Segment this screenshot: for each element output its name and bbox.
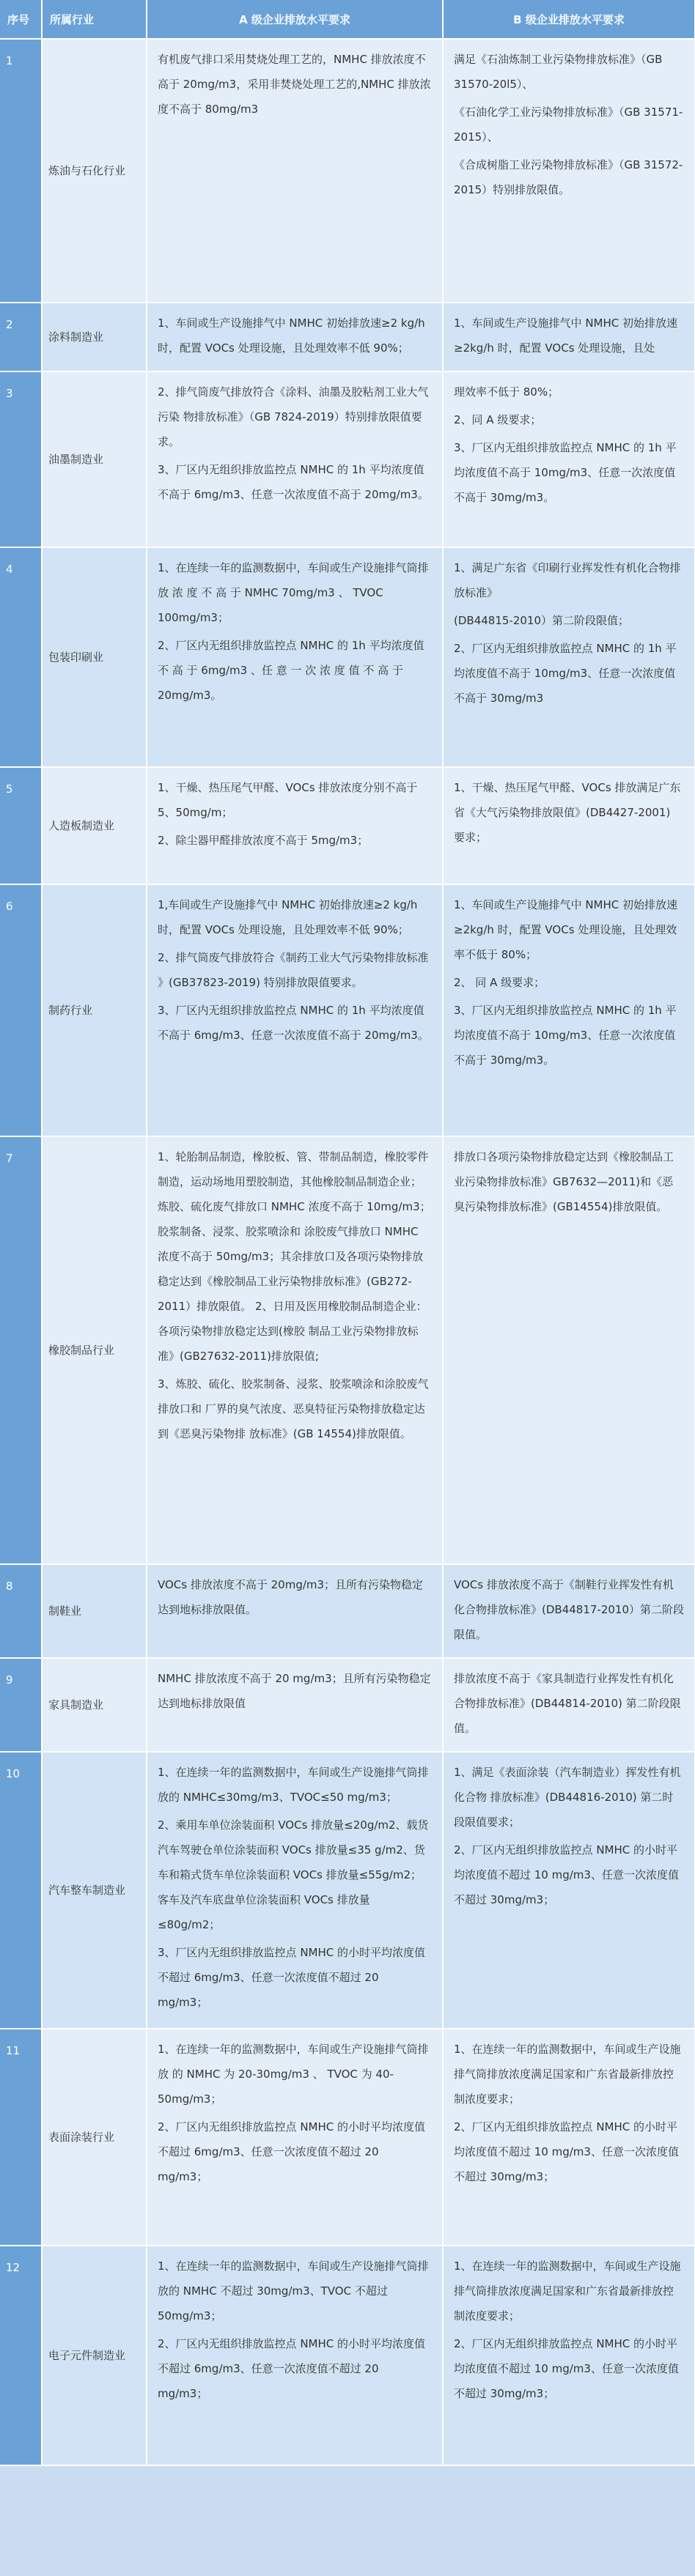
industry-name: 制药行业 [48, 1004, 93, 1017]
level-b-requirement [443, 767, 695, 884]
row-number: 5 [0, 767, 42, 884]
requirement-paragraph: 2、除尘器甲醛排放浓度不高于 5mg/m3； [158, 834, 369, 847]
industry-cell [42, 1752, 147, 2029]
header-serial: 序号 [0, 0, 42, 39]
row-number: 6 [0, 884, 42, 1136]
industry-name: 橡胶制品行业 [48, 1344, 115, 1357]
requirement-paragraph: VOCs 排放浓度不高于《制鞋行业挥发性有机化合物排放标准》(DB44817-2010）第二阶段限值。 [454, 1578, 684, 1641]
header-row [0, 0, 695, 39]
industry-name: 表面涂装行业 [48, 2131, 115, 2144]
industry-name: 家具制造业 [48, 1698, 104, 1711]
industry-cell [42, 303, 147, 371]
requirement-paragraph: 1、车间或生产设施排气中 NMHC 初始排放速≥2kg/h 时，配置 VOCs 处理设施，且处理效率不低于 80%； [454, 898, 677, 961]
requirement-paragraph: 3、厂区内无组织排放监控点 NMHC 的 1h 平均浓度值不高于 6mg/m3、任意一次浓度值不高于 20mg/m3。 [158, 463, 429, 501]
table-row [0, 1658, 695, 1752]
table-row [0, 303, 695, 371]
requirement-paragraph: 3、厂区内无组织排放监控点 NMHC 的 1h 平均浓度值不高于 6mg/m3、任意一次浓度值不高于 20mg/m3。 [158, 1004, 429, 1042]
requirement-paragraph: 有机废气排口采用焚烧处理工艺的，NMHC 排放浓度不高于 20mg/m3，采用非焚烧处理工艺的,NMHC 排放浓度不高于 80mg/m3 [158, 53, 431, 116]
table-row [0, 39, 695, 303]
requirement-paragraph: 1、在连续一年的监测数据中，车间或生产设施排气筒排 放 浓 度 不 高 于 NMHC 70mg/m3 、 TVOC 100mg/m3； [158, 561, 429, 624]
requirement-paragraph: 3、厂区内无组织排放监控点 NMHC 的小时平均浓度值不超过 6mg/m3、任意一次浓度值不超过 20 mg/m3； [158, 1946, 425, 2009]
level-a-requirement [147, 1136, 443, 1564]
industry-name: 涂料制造业 [48, 330, 104, 344]
requirement-paragraph: 1、在连续一年的监测数据中，车间或生产设施排气筒排放的 NMHC≤30mg/m3、TVOC≤50 mg/m3； [158, 1766, 429, 1804]
requirement-paragraph: 2、 同 A 级要求； [454, 976, 545, 989]
requirement-paragraph: NMHC 排放浓度不高于 20 mg/m3；且所有污染物稳定达到地标排放限值 [158, 1672, 431, 1710]
row-number: 12 [0, 2246, 42, 2465]
level-a-requirement [147, 547, 443, 767]
table-row [0, 1752, 695, 2029]
industry-cell [42, 884, 147, 1136]
industry-name: 炼油与石化行业 [48, 164, 126, 177]
industry-cell [42, 1564, 147, 1658]
row-number: 2 [0, 303, 42, 371]
requirement-paragraph: 2、同 A 级要求； [454, 413, 542, 426]
level-a-requirement [147, 1752, 443, 2029]
requirement-paragraph: 3、厂区内无组织排放监控点 NMHC 的 1h 平均浓度值不高于 10mg/m3、任意一次浓度值不高于 30mg/m3。 [454, 1004, 677, 1067]
requirement-paragraph: 1、在连续一年的监测数据中，车间或生产设施排气筒排放的 NMHC 不超过 30mg/m3、TVOC 不超过 50mg/m3； [158, 2259, 429, 2323]
header-industry: 所属行业 [42, 0, 147, 39]
level-b-requirement [443, 2246, 695, 2465]
industry-cell [42, 1658, 147, 1752]
requirement-paragraph: 1、在连续一年的监测数据中，车间或生产设施排气筒排放浓度满足国家和广东省最新排放控制浓度要求； [454, 2259, 681, 2323]
requirement-paragraph: (DB44815-2010）第二阶段限值； [454, 614, 629, 627]
row-number: 3 [0, 371, 42, 547]
requirement-paragraph: 3、厂区内无组织排放监控点 NMHC 的 1h 平均浓度值不高于 10mg/m3、任意一次浓度值不高于 30mg/m3。 [454, 441, 677, 504]
industry-cell [42, 547, 147, 767]
requirement-paragraph: 2、乘用车单位涂装面积 VOCs 排放量≤20g/m2、载货汽车驾驶仓单位涂装面积 VOCs 排放量≤35 g/m2、货车和箱式货车单位涂装面积 VOCs 排放量≤55g/m2；客车及汽车底盘单位涂装面积 VOCs 排放量≤80g/m2； [158, 1818, 429, 1931]
requirement-paragraph: 2、排气筒废气排放符合《涂料、油墨及胶粘剂工业大气污染 物排放标准》（GB 7824-2019）特别排放限值要求。 [158, 385, 429, 448]
industry-name: 油墨制造业 [48, 453, 104, 466]
row-number: 4 [0, 547, 42, 767]
table-row [0, 1564, 695, 1658]
requirement-paragraph: 2、厂区内无组织排放监控点 NMHC 的小时平均浓度值不超过 10 mg/m3、任意一次浓度值不超过 30mg/m3； [454, 1843, 679, 1906]
industry-name: 汽车整车制造业 [48, 1884, 126, 1897]
level-a-requirement [147, 371, 443, 547]
level-a-requirement [147, 2029, 443, 2246]
industry-cell [42, 2029, 147, 2246]
table-row [0, 884, 695, 1136]
level-b-requirement [443, 371, 695, 547]
row-number: 10 [0, 1752, 42, 2029]
industry-name: 电子元件制造业 [48, 2349, 126, 2362]
level-a-requirement [147, 303, 443, 371]
level-a-requirement [147, 884, 443, 1136]
table-body [0, 39, 695, 2465]
level-a-requirement [147, 1658, 443, 1752]
industry-cell [42, 39, 147, 303]
industry-name: 制鞋业 [48, 1605, 82, 1618]
table-row [0, 1136, 695, 1564]
requirement-paragraph: 1、在连续一年的监测数据中，车间或生产设施排气筒排放浓度满足国家和广东省最新排放控制浓度要求； [454, 2043, 681, 2106]
requirement-paragraph: 1、车间或生产设施排气中 NMHC 初始排放速≥2kg/h 时，配置 VOCs 处理设施，且处 [454, 317, 677, 355]
requirement-paragraph: 2、厂区内无组织排放监控点 NMHC 的 1h 平均浓度值不 高 于 6mg/m3 、任 意 一 次 浓 度 值 不 高 于 20mg/m3。 [158, 639, 424, 702]
level-a-requirement [147, 39, 443, 303]
level-b-requirement [443, 2029, 695, 2246]
industry-cell [42, 2246, 147, 2465]
industry-cell [42, 371, 147, 547]
requirement-paragraph: 3、炼胶、硫化、胶浆制备、浸浆、胶浆喷涂和涂胶废气排放口和 厂界的臭气浓度、恶臭特征污染物排放稳定达到《恶臭污染物排 放标准》(GB 14554)排放限值。 [158, 1377, 429, 1440]
requirement-paragraph: 《合成树脂工业污染物排放标准》（GB 31572-2015）特别排放限值。 [454, 158, 683, 196]
table-row [0, 2029, 695, 2246]
level-a-requirement [147, 2246, 443, 2465]
level-b-requirement [443, 547, 695, 767]
requirement-paragraph: 2、厂区内无组织排放监控点 NMHC 的 1h 平均浓度值不高于 10mg/m3、任意一次浓度值不高于 30mg/m3 [454, 642, 677, 705]
table-row [0, 767, 695, 884]
level-b-requirement [443, 1564, 695, 1658]
row-number: 7 [0, 1136, 42, 1564]
requirement-paragraph: 1、车间或生产设施排气中 NMHC 初始排放速≥2 kg/h 时，配置 VOCs 处理设施，且处理效率不低 90%； [158, 317, 425, 355]
level-a-requirement [147, 1564, 443, 1658]
requirement-paragraph: 1、满足《表面涂装（汽车制造业）挥发性有机化合物 排放标准》(DB44816-2010) 第二时段限值要求； [454, 1766, 681, 1829]
table-row [0, 2246, 695, 2465]
requirement-paragraph: 1、干燥、热压尾气甲醛、VOCs 排放浓度分别不高于 5、50mg/m； [158, 781, 418, 819]
industry-cell [42, 1136, 147, 1564]
industry-name: 包装印刷业 [48, 651, 104, 664]
level-b-requirement [443, 39, 695, 303]
requirement-paragraph: 理效率不低于 80%； [454, 385, 559, 399]
requirement-paragraph: 满足《石油炼制工业污染物排放标准》（GB 31570-20l5）、 [454, 53, 663, 91]
level-b-requirement [443, 1136, 695, 1564]
requirement-paragraph: 排放浓度不高于《家具制造行业挥发性有机化合物排放标准》(DB44814-2010) 第二阶段限值。 [454, 1672, 681, 1735]
header-level-b: B 级企业排放水平要求 [443, 0, 695, 39]
requirement-paragraph: 排放口各项污染物排放稳定达到《橡胶制品工业污染物排放标准》GB7632—2011)和《恶臭污染物排放标准》(GB14554)排放限值。 [454, 1150, 674, 1213]
level-b-requirement [443, 1752, 695, 2029]
row-number: 9 [0, 1658, 42, 1752]
industry-name: 人造板制造业 [48, 819, 115, 832]
requirement-paragraph: 2、厂区内无组织排放监控点 NMHC 的小时平均浓度值不超过 10 mg/m3、任意一次浓度值不超过 30mg/m3； [454, 2337, 679, 2400]
level-b-requirement [443, 303, 695, 371]
requirement-paragraph: 《石油化学工业污染物排放标准》（GB 31571-2015）、 [454, 106, 683, 144]
requirement-paragraph: 2、厂区内无组织排放监控点 NMHC 的小时平均浓度值不超过 6mg/m3、任意一次浓度值不超过 20 mg/m3； [158, 2120, 425, 2183]
requirement-paragraph: 2、厂区内无组织排放监控点 NMHC 的小时平均浓度值不超过 10 mg/m3、任意一次浓度值不超过 30mg/m3； [454, 2120, 679, 2183]
level-b-requirement [443, 884, 695, 1136]
table-row [0, 371, 695, 547]
row-number: 11 [0, 2029, 42, 2246]
level-a-requirement [147, 767, 443, 884]
requirement-paragraph: 1、干燥、热压尾气甲醛、VOCs 排放满足广东省《大气污染物排放限值》(DB4427-2001) 要求； [454, 781, 681, 844]
requirement-paragraph: 1、在连续一年的监测数据中，车间或生产设施排气筒排 放 的 NMHC 为 20-30mg/m3 、 TVOC 为 40-50mg/m3； [158, 2043, 429, 2106]
row-number: 1 [0, 39, 42, 303]
requirement-paragraph: 1、轮胎制品制造，橡胶板、管、带制品制造，橡胶零件制造，运动场地用塑胶制造，其他橡胶制品制造企业；炼胶、硫化废气排放口 NMHC 浓度不高于 10mg/m3；胶浆制备、浸浆、胶浆喷涂和 涂胶废气排放口 NMHC 浓度不高于 50mg/m3；其余排放口及各项污染物排放稳定达到《橡胶制品工业污染物排放标准》(GB272-2011）排放限值。 2、日用及医用橡胶制品制造企业：各项污染物排放稳定达到(橡胶 制品工业污染物排放标准》(GB27632-2011)排放限值; [158, 1150, 431, 1363]
requirement-paragraph: VOCs 排放浓度不高于 20mg/m3；且所有污染物稳定 达到地标排放限值。 [158, 1578, 424, 1616]
table-row [0, 547, 695, 767]
requirement-paragraph: 2、排气筒废气排放符合《制药工业大气污染物排放标准 》(GB37823-2019) 特别排放限值要求。 [158, 951, 429, 989]
level-b-requirement [443, 1658, 695, 1752]
requirement-paragraph: 2、厂区内无组织排放监控点 NMHC 的小时平均浓度值不超过 6mg/m3、任意一次浓度值不超过 20 mg/m3； [158, 2337, 425, 2400]
row-number: 8 [0, 1564, 42, 1658]
industry-cell [42, 767, 147, 884]
requirement-paragraph: 1、满足广东省《印刷行业挥发性有机化合物排放标准》 [454, 561, 681, 599]
header-level-a: A 级企业排放水平要求 [147, 0, 443, 39]
requirement-paragraph: 1,车间或生产设施排气中 NMHC 初始排放速≥2 kg/h 时，配置 VOCs 处理设施，且处理效率不低 90%； [158, 898, 418, 936]
